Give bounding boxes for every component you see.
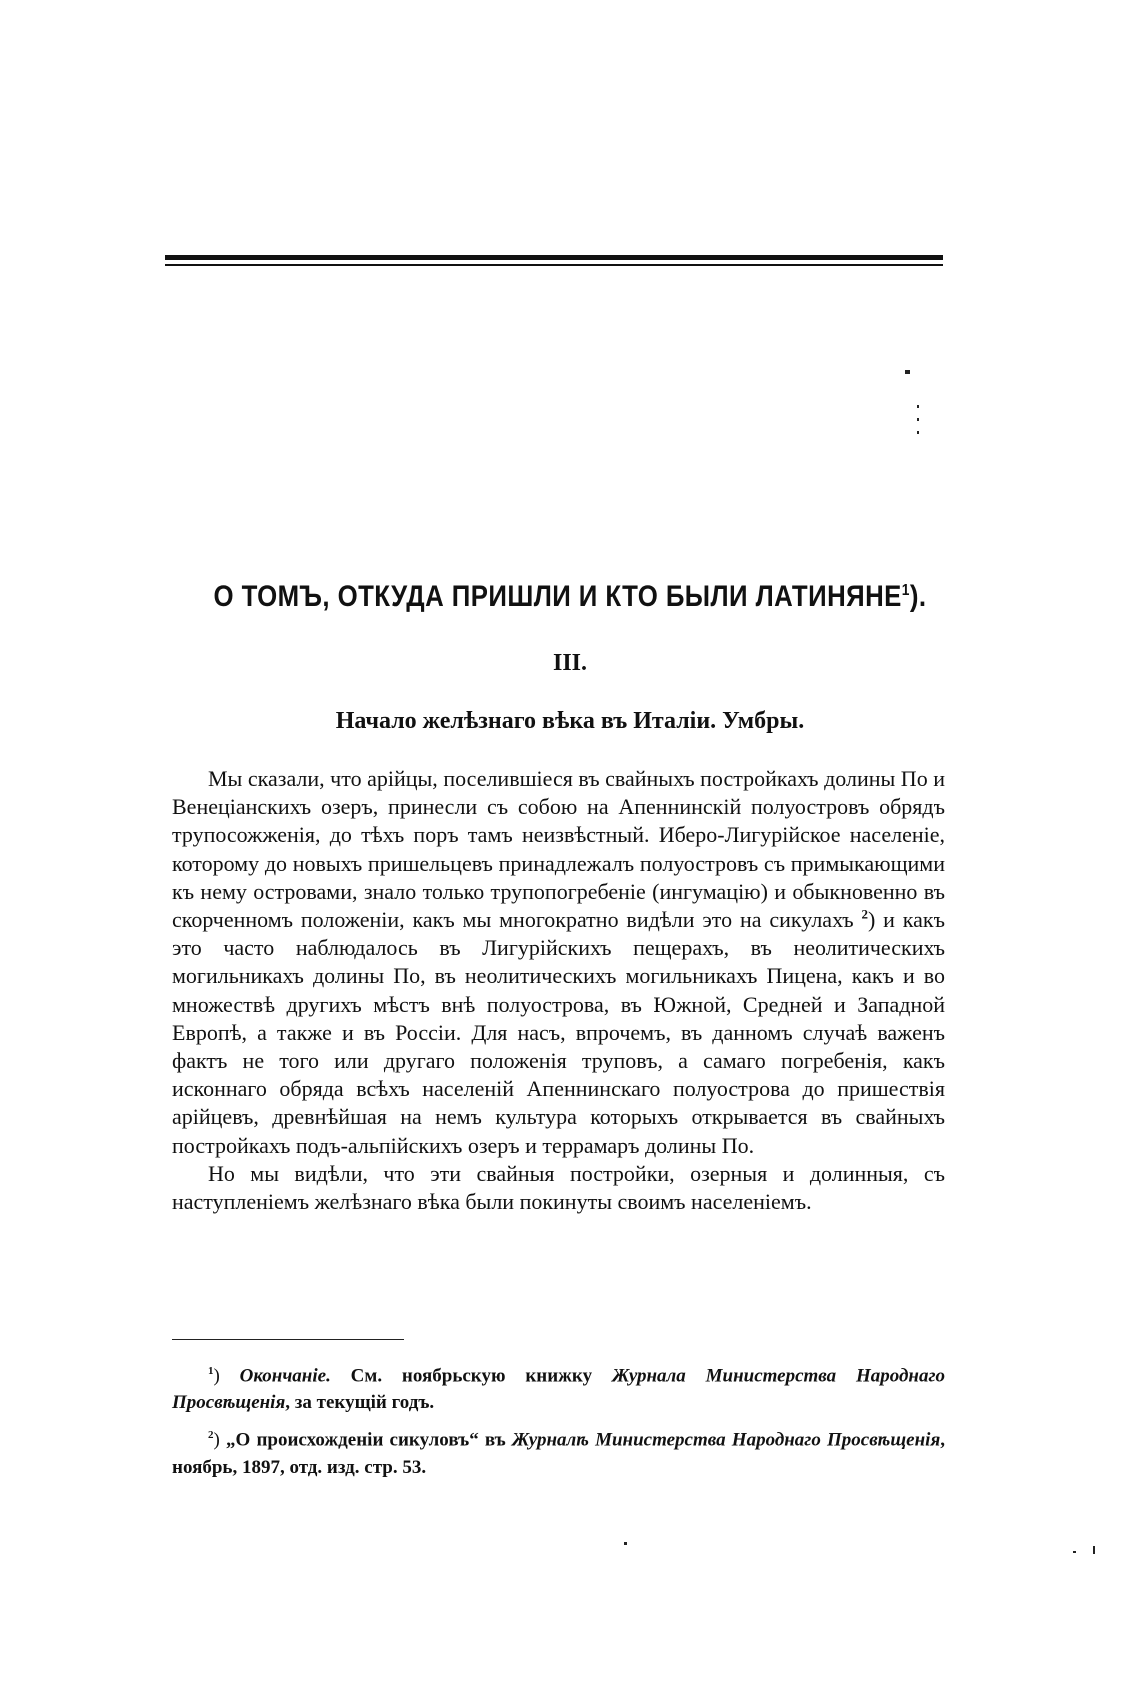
footnote-1: $^1$) Окончаніе. См. ноябрьскую книжку Журнала Министерства Народнаго Просвѣщенія, за текущій годъ.	[172, 1365, 945, 1414]
footnote-1-journal: Журнала Министерства Народнаго Просвѣщенія	[172, 1365, 945, 1414]
footnote-1-italic-1: Окончаніе.	[239, 1365, 331, 1387]
page-speck	[917, 418, 919, 421]
article-title-text: О ТОМЪ, ОТКУДА ПРИШЛИ И КТО БЫЛИ ЛАТИНЯНЕ	[213, 580, 902, 613]
page-speck	[917, 431, 919, 434]
footnote-2-mark: 2	[208, 1429, 214, 1442]
footnote-1-text-2: , за текущій годъ.	[285, 1392, 435, 1414]
body-text	[172, 765, 945, 1216]
page-speck	[1073, 1551, 1076, 1553]
footnote-divider	[172, 1339, 404, 1340]
article-title	[209, 580, 931, 614]
paragraph-1-part-1: Мы сказали, что арійцы, поселившіеся въ свайныхъ постройкахъ долины По и Венеціанскихъ озеръ, принесли съ собою на Апеннинскій полуостровъ обрядъ трупосожженія, до тѣхъ поръ тамъ неизвѣстный. Иберо-Лигурійское населеніе, которому до новыхъ пришельцевъ принадлежалъ полуостровъ съ примыкающими къ нему островами, знало только трупопогребеніе (ингумацію) и обыкновенно въ скорченномъ положеніи, какъ мы многократно видѣли это на сикулахъ	[172, 766, 945, 933]
page-speck	[1093, 1546, 1095, 1554]
page-speck	[624, 1542, 627, 1545]
footnote-2-text-1: „О происхожденіи сикуловъ“ въ	[219, 1429, 512, 1451]
header-rule-thin	[165, 264, 943, 266]
page-speck	[917, 405, 919, 408]
paragraph-2: Но мы видѣли, что эти свайныя постройки, озерныя и долинныя, съ наступленіемъ желѣзнаго вѣка были покинуты своимъ населеніемъ.	[172, 1160, 945, 1215]
header-rule-thick	[165, 255, 943, 260]
footnote-1-text-1: См. ноябрьскую книжку	[330, 1365, 612, 1387]
footnotes	[172, 1358, 945, 1487]
title-footnote-mark[interactable]: 1	[901, 582, 910, 599]
paragraph-1-part-2: ) и какъ это часто наблюдалось въ Лигурійскихъ пещерахъ, въ неолитическихъ могильникахъ долины По, въ неолитическихъ могильникахъ Пицена, какъ и во множествѣ другихъ мѣстъ внѣ полуострова, въ Южной, Средней и Западной Европѣ, а также и въ Россіи. Для насъ, впрочемъ, въ данномъ случаѣ важенъ фактъ не того или другаго положенія труповъ, а самаго погребенія, какъ исконнаго обряда всѣхъ населеній Апеннинскаго полуострова до пришествія арійцевъ, древнѣйшая на немъ культура которыхъ открывается въ свайныхъ постройкахъ подъ-альпійскихъ озеръ и террамаръ долины По.	[172, 907, 945, 1158]
footnote-2-journal: Журналѣ Министерства Народнаго Просвѣщенія	[511, 1429, 941, 1451]
footnote-2-text-2: , ноябрь, 1897, отд. изд. стр. 53.	[172, 1429, 945, 1478]
footnote-2: $^2$) „О происхожденіи сикуловъ“ въ Журналѣ Министерства Народнаго Просвѣщенія, ноябрь, 1897, отд. изд. стр. 53.	[172, 1429, 945, 1478]
footnote-1-mark: 1	[208, 1365, 214, 1377]
title-end: ).	[909, 580, 927, 613]
section-subtitle: Начало желѣзнаго вѣка въ Италіи. Умбры.	[335, 708, 805, 734]
section-number: III.	[552, 650, 588, 676]
page-speck	[905, 370, 910, 374]
footnote-ref-2[interactable]: 2	[861, 906, 868, 922]
paragraph-1	[172, 765, 945, 1160]
